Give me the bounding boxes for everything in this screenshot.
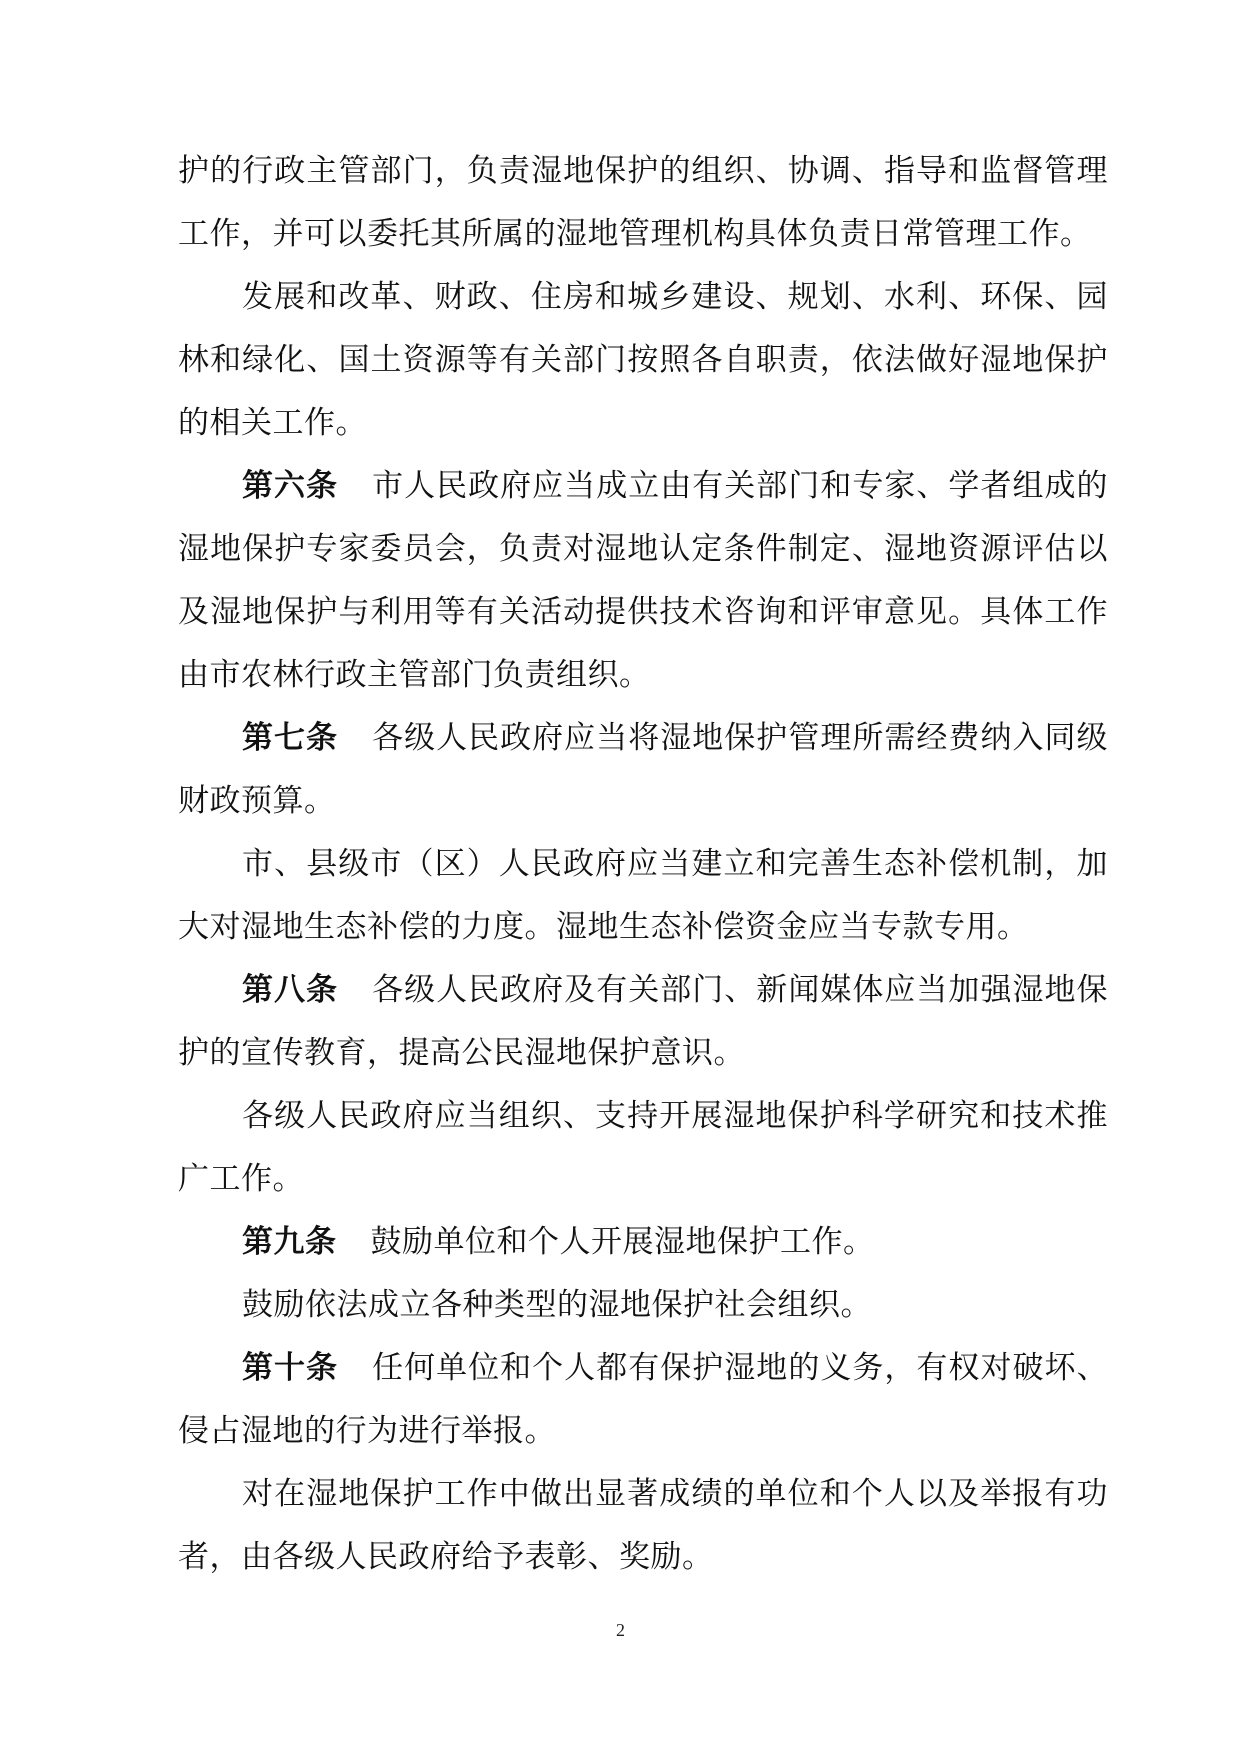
paragraph bbox=[178, 266, 1108, 455]
paragraph-text: 鼓励依法成立各种类型的湿地保护社会组织。 bbox=[242, 1287, 872, 1323]
article-label: 第六条 bbox=[242, 468, 339, 504]
article-label: 第七条 bbox=[242, 720, 339, 756]
page-number: 2 bbox=[616, 1620, 625, 1640]
article-label: 第九条 bbox=[242, 1224, 337, 1260]
article-7 bbox=[178, 707, 1108, 833]
paragraph bbox=[178, 1085, 1108, 1211]
paragraph bbox=[178, 1274, 1108, 1337]
paragraph-text: 发展和改革、财政、住房和城乡建设、规划、水利、环保、园林和绿化、国土资源等有关部门按照各自职责，依法做好湿地保护的相关工作。 bbox=[178, 279, 1108, 441]
paragraph-continuation bbox=[178, 140, 1108, 266]
article-label: 第十条 bbox=[242, 1350, 339, 1386]
paragraph-text: 市、县级市（区）人民政府应当建立和完善生态补偿机制，加大对湿地生态补偿的力度。湿地生态补偿资金应当专款专用。 bbox=[178, 846, 1108, 945]
article-9 bbox=[178, 1211, 1108, 1274]
paragraph bbox=[178, 1463, 1108, 1589]
article-10 bbox=[178, 1337, 1108, 1463]
paragraph-text: 市人民政府应当成立由有关部门和专家、学者组成的湿地保护专家委员会，负责对湿地认定条件制定、湿地资源评估以及湿地保护与利用等有关活动提供技术咨询和评审意见。具体工作由市农林行政主管部门负责组织。 bbox=[178, 468, 1109, 693]
article-label: 第八条 bbox=[242, 972, 339, 1008]
document-body bbox=[178, 140, 1108, 1589]
paragraph bbox=[178, 833, 1108, 959]
paragraph-text: 各级人民政府应当将湿地保护管理所需经费纳入同级财政预算。 bbox=[178, 720, 1109, 819]
paragraph-text: 鼓励单位和个人开展湿地保护工作。 bbox=[370, 1224, 875, 1260]
paragraph-text: 各级人民政府及有关部门、新闻媒体应当加强湿地保护的宣传教育，提高公民湿地保护意识。 bbox=[178, 972, 1109, 1071]
paragraph-text: 对在湿地保护工作中做出显著成绩的单位和个人以及举报有功者，由各级人民政府给予表彰、奖励。 bbox=[178, 1476, 1108, 1575]
paragraph-text: 护的行政主管部门，负责湿地保护的组织、协调、指导和监督管理工作，并可以委托其所属的湿地管理机构具体负责日常管理工作。 bbox=[178, 153, 1108, 252]
article-6 bbox=[178, 455, 1108, 707]
paragraph-text: 任何单位和个人都有保护湿地的义务，有权对破坏、侵占湿地的行为进行举报。 bbox=[178, 1350, 1109, 1449]
paragraph-text: 各级人民政府应当组织、支持开展湿地保护科学研究和技术推广工作。 bbox=[178, 1098, 1108, 1197]
article-8 bbox=[178, 959, 1108, 1085]
